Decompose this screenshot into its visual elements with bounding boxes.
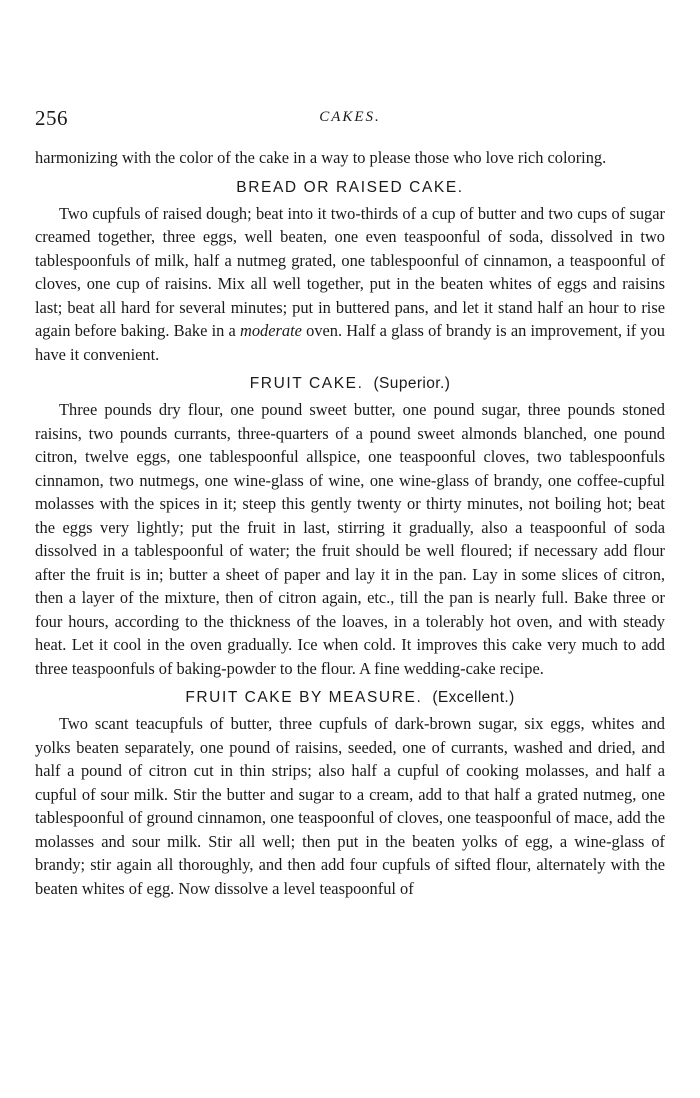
book-page [35, 106, 665, 900]
recipe-fruit-cake-by-measure: Two scant teacupfuls of butter, three cupfuls of dark-brown sugar, six eggs, whites and yolks beaten separately, one pound of raisins, seeded, one of currants, washed and dried, and half a pound of citron cut in thin strips; also half a cupful of cooking molasses, and half a cupful of sour milk. Stir the butter and sugar to a cream, add to that half a grated nutmeg, one tablespoonful of ground cinnamon, one teaspoonful of cloves, one teaspoonful of mace, add the molasses and sour milk. Stir all well; then put in the beaten yolks of egg, a wine-glass of brandy; stir again all thoroughly, and then add four cupfuls of sifted flour, alternately with the beaten whites of egg. Now dissolve a level teaspoonful of [35, 714, 665, 898]
intro-paragraph: harmonizing with the color of the cake in a way to please those who love rich coloring. [35, 148, 607, 167]
section-title-fruit-cake-by-measure [35, 687, 665, 709]
running-head [35, 106, 665, 130]
recipe-fruit-cake: Three pounds dry flour, one pound sweet butter, one pound sugar, three pounds stoned raisins, two pounds currants, three-quarters of a pound sweet almonds blanched, one pound citron, twelve eggs, one tablespoonful allspice, one teaspoonful cloves, two tablespoonfuls cinnamon, two nutmegs, one wine-glass of wine, one wine-glass of brandy, one coffee-cupful molasses with the spices in it; steep this gently twenty or thirty minutes, not boiling hot; beat the eggs very lightly; put the fruit in last, stirring it gradually, also a teaspoonful of soda dissolved in a tablespoonful of water; the fruit should be well floured; if necessary add flour after the fruit is in; butter a sheet of paper and lay it in the pan. Lay in some slices of citron, then a layer of the mixture, then of citron again, etc., till the pan is nearly full. Bake three or four hours, according to the thickness of the loaves, in a tolerably hot oven, and with steady heat. Let it cool in the oven gradually. Ice when cold. It improves this cake very much to add three teaspoonfuls of baking-powder to the flour. A fine wedding-cake recipe. [35, 400, 665, 678]
section-title-text: BREAD OR RAISED CAKE. [236, 178, 464, 196]
recipe-text: oven. Half a glass of brandy is an improvement, if you have it convenient. [35, 321, 665, 364]
section-title-text: FRUIT CAKE BY MEASURE. [185, 689, 423, 706]
recipe-text: Two cupfuls of raised dough; beat into it two-thirds of a cup of butter and two cups of sugar creamed together, three eggs, well beaten, one even teaspoonful of soda, dissolved in two tablespoonfuls of milk, half a nutmeg grated, one tablespoonful of cinnamon, a teaspoonful of cloves, one cup of raisins. Mix all well together, put in the beaten whites of eggs and raisins last; beat all hard for several minutes; put in buttered pans, and let it stand half an hour to rise again before baking. Bake in a [35, 203, 665, 340]
section-subtitle: (Excellent.) [432, 689, 515, 706]
page-number: 256 [35, 106, 68, 130]
section-subtitle: (Superior.) [373, 375, 451, 392]
recipe-bread-raised-cake [35, 202, 665, 367]
section-title-text: FRUIT CAKE. [249, 375, 364, 392]
recipe-emphasis: moderate [240, 321, 302, 340]
running-title: CAKES. [319, 109, 381, 125]
section-title-fruit-cake [35, 373, 665, 395]
section-title-bread-raised-cake [35, 177, 665, 199]
